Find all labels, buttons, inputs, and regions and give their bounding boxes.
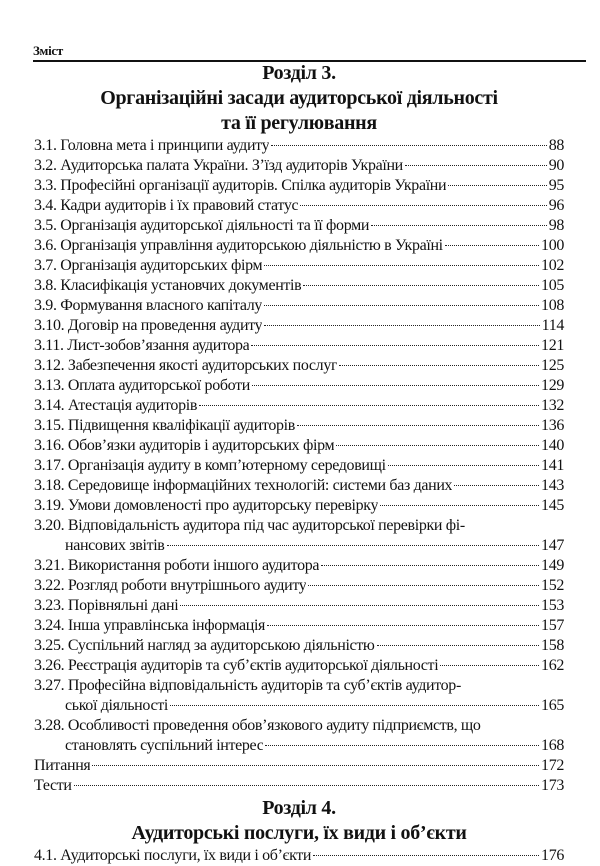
toc-entry[interactable] bbox=[34, 556, 564, 576]
toc-entry-label: 3.12. Забезпечення якості аудиторських послуг bbox=[34, 357, 338, 374]
toc-entry-label: 3.23. Порівняльні дані bbox=[34, 597, 179, 614]
toc-entry-page: 147 bbox=[541, 537, 564, 554]
toc-entry[interactable] bbox=[34, 396, 564, 416]
dot-leader bbox=[321, 565, 539, 566]
toc-entry-page: 136 bbox=[541, 417, 564, 434]
toc-entry-line bbox=[34, 396, 564, 416]
toc-entry-label: 3.14. Атестація аудиторів bbox=[34, 397, 198, 414]
toc-entry-page: 153 bbox=[541, 597, 564, 614]
toc-entry-label: 3.7. Організація аудиторських фірм bbox=[34, 257, 263, 274]
toc-entry[interactable] bbox=[34, 776, 564, 796]
toc-entry-label: 3.5. Організація аудиторської діяльності та її форми bbox=[34, 217, 370, 234]
toc-entry[interactable] bbox=[34, 416, 564, 436]
toc-entry-label: 3.27. Професійна відповідальність аудиторів та суб’єктів аудитор- bbox=[34, 677, 461, 694]
toc-entry-line bbox=[34, 296, 564, 316]
toc-entry-page: 143 bbox=[541, 477, 564, 494]
toc-entry-label: 3.15. Підвищення кваліфікації аудиторів bbox=[34, 417, 295, 434]
toc-entry-page: 173 bbox=[541, 777, 564, 794]
toc-entry-page: 96 bbox=[548, 197, 564, 214]
toc-entry-label: 3.2. Аудиторська палата України. З’їзд аудиторів України bbox=[34, 157, 403, 174]
toc-entry-line bbox=[34, 436, 564, 456]
dot-leader bbox=[264, 305, 539, 306]
toc-entry-continuation bbox=[34, 736, 564, 756]
toc-entry-page: 165 bbox=[541, 697, 564, 714]
toc-entry[interactable] bbox=[34, 596, 564, 616]
toc-entry-line bbox=[34, 576, 564, 596]
dot-leader bbox=[267, 625, 539, 626]
toc-entry-page: 162 bbox=[541, 657, 564, 674]
toc-entry-label: 3.6. Організація управління аудиторською діяльністю в Україні bbox=[34, 237, 443, 254]
toc-entry[interactable] bbox=[34, 336, 564, 356]
section-3-entries bbox=[34, 136, 564, 796]
toc-entry-page: 95 bbox=[548, 177, 564, 194]
toc-entry-page: 129 bbox=[541, 377, 564, 394]
dot-leader bbox=[199, 405, 539, 406]
toc-entry-line bbox=[34, 496, 564, 516]
dot-leader bbox=[313, 855, 539, 856]
table-of-contents bbox=[34, 61, 564, 866]
dot-leader bbox=[297, 425, 539, 426]
dot-leader bbox=[252, 385, 539, 386]
section-4-title: Аудиторські послуги, їх види і об’єкти bbox=[131, 822, 467, 844]
toc-entry-line bbox=[34, 556, 564, 576]
toc-entry-line bbox=[34, 376, 564, 396]
toc-entry[interactable] bbox=[34, 436, 564, 456]
toc-entry-line bbox=[34, 136, 564, 156]
running-header-text: Зміст bbox=[33, 43, 63, 58]
toc-entry[interactable] bbox=[34, 156, 564, 176]
toc-entry[interactable] bbox=[34, 196, 564, 216]
dot-leader bbox=[180, 605, 539, 606]
toc-entry-label: 3.25. Суспільний нагляд за аудиторською діяльністю bbox=[34, 637, 375, 654]
toc-entry[interactable] bbox=[34, 656, 564, 676]
toc-entry-label: 3.22. Розгляд роботи внутрішнього аудиту bbox=[34, 577, 307, 594]
toc-entry-label: Тести bbox=[34, 777, 72, 794]
dot-leader bbox=[377, 645, 540, 646]
toc-entry-label: 3.10. Договір на проведення аудиту bbox=[34, 317, 263, 334]
dot-leader bbox=[371, 225, 547, 226]
toc-entry-line bbox=[34, 776, 564, 796]
toc-entry[interactable] bbox=[34, 846, 564, 866]
toc-entry-label: 3.4. Кадри аудиторів і їх правовий статус bbox=[34, 197, 299, 214]
dot-leader bbox=[454, 485, 539, 486]
toc-entry-line bbox=[34, 456, 564, 476]
toc-entry[interactable] bbox=[34, 136, 564, 156]
toc-entry-line bbox=[34, 416, 564, 436]
dot-leader bbox=[264, 325, 539, 326]
dot-leader bbox=[336, 445, 539, 446]
toc-entry[interactable] bbox=[34, 676, 564, 716]
toc-entry-label-continuation: становлять суспільний інтерес bbox=[65, 737, 264, 754]
dot-leader bbox=[405, 165, 547, 166]
toc-entry-page: 102 bbox=[541, 257, 564, 274]
toc-entry-label: Питання bbox=[34, 757, 91, 774]
dot-leader bbox=[167, 545, 540, 546]
dot-leader bbox=[74, 785, 539, 786]
toc-entry[interactable] bbox=[34, 456, 564, 476]
toc-entry-page: 168 bbox=[541, 737, 564, 754]
toc-entry-page: 157 bbox=[541, 617, 564, 634]
toc-entry-line bbox=[34, 756, 564, 776]
section-3-title-line-1: Організаційні засади аудиторської діяльності bbox=[100, 87, 498, 109]
toc-entry[interactable] bbox=[34, 516, 564, 556]
toc-entry-page: 145 bbox=[541, 497, 564, 514]
dot-leader bbox=[308, 585, 539, 586]
toc-entry-line bbox=[34, 216, 564, 236]
toc-entry-line bbox=[34, 616, 564, 636]
dot-leader bbox=[300, 205, 546, 206]
toc-entry-page: 172 bbox=[541, 757, 564, 774]
toc-entry[interactable] bbox=[34, 636, 564, 656]
toc-entry-line bbox=[34, 156, 564, 176]
toc-entry-label: 3.9. Формування власного капіталу bbox=[34, 297, 263, 314]
dot-leader bbox=[170, 705, 539, 706]
running-header bbox=[33, 38, 586, 62]
toc-entry-page: 152 bbox=[541, 577, 564, 594]
toc-entry-line bbox=[34, 316, 564, 336]
toc-entry-page: 100 bbox=[541, 237, 564, 254]
toc-entry[interactable] bbox=[34, 756, 564, 776]
toc-entry-line bbox=[34, 176, 564, 196]
section-3-heading: Розділ 3. bbox=[262, 62, 336, 84]
toc-entry-line bbox=[34, 196, 564, 216]
section-3-title-line-2: та її регулювання bbox=[221, 112, 377, 134]
dot-leader bbox=[388, 465, 539, 466]
toc-entry-page: 158 bbox=[541, 637, 564, 654]
toc-entry-label: 3.19. Умови домовленості про аудиторську перевірку bbox=[34, 497, 379, 514]
toc-entry-page: 114 bbox=[541, 317, 564, 334]
dot-leader bbox=[265, 745, 539, 746]
toc-entry-line bbox=[34, 846, 564, 866]
toc-entry[interactable] bbox=[34, 496, 564, 516]
toc-entry-label: 3.8. Класифікація установчих документів bbox=[34, 277, 302, 294]
toc-entry-page: 98 bbox=[548, 217, 564, 234]
toc-entry[interactable] bbox=[34, 576, 564, 596]
toc-entry[interactable] bbox=[34, 296, 564, 316]
section-4-entries bbox=[34, 846, 564, 866]
dot-leader bbox=[92, 765, 539, 766]
toc-entry[interactable] bbox=[34, 476, 564, 496]
toc-entry-label: 3.11. Лист-зобов’язання аудитора bbox=[34, 337, 250, 354]
toc-entry-label: 3.3. Професійні організації аудиторів. Спілка аудиторів України bbox=[34, 177, 447, 194]
toc-entry[interactable] bbox=[34, 716, 564, 756]
toc-entry-label: 3.20. Відповідальність аудитора під час аудиторської перевірки фі- bbox=[34, 517, 465, 534]
toc-entry[interactable] bbox=[34, 276, 564, 296]
toc-entry-line bbox=[34, 476, 564, 496]
toc-entry-line bbox=[34, 596, 564, 616]
toc-entry-label: 3.24. Інша управлінська інформація bbox=[34, 617, 266, 634]
toc-entry-line bbox=[34, 636, 564, 656]
toc-entry[interactable] bbox=[34, 216, 564, 236]
toc-entry[interactable] bbox=[34, 176, 564, 196]
toc-entry[interactable] bbox=[34, 316, 564, 336]
toc-entry-label: 3.18. Середовище інформаційних технологій: системи баз даних bbox=[34, 477, 453, 494]
toc-entry-page: 121 bbox=[541, 337, 564, 354]
toc-entry-label: 4.1. Аудиторські послуги, їх види і об’єкти bbox=[34, 847, 312, 864]
toc-entry-line bbox=[34, 276, 564, 296]
toc-entry-label: 3.13. Оплата аудиторської роботи bbox=[34, 377, 250, 394]
dot-leader bbox=[264, 265, 539, 266]
toc-entry-page: 125 bbox=[541, 357, 564, 374]
toc-entry-label: 3.21. Використання роботи іншого аудитора bbox=[34, 557, 320, 574]
dot-leader bbox=[440, 665, 539, 666]
toc-entry[interactable] bbox=[34, 616, 564, 636]
dot-leader bbox=[271, 145, 546, 146]
toc-entry-page: 105 bbox=[541, 277, 564, 294]
toc-entry[interactable] bbox=[34, 356, 564, 376]
toc-entry-page: 140 bbox=[541, 437, 564, 454]
toc-entry-continuation bbox=[34, 536, 564, 556]
toc-entry-page: 149 bbox=[541, 557, 564, 574]
section-4-heading: Розділ 4. bbox=[262, 797, 336, 819]
toc-entry-label: 3.28. Особливості проведення обов’язкового аудиту підприємств, що bbox=[34, 717, 481, 734]
toc-entry-label: 3.26. Реєстрація аудиторів та суб’єктів аудиторської діяльності bbox=[34, 657, 439, 674]
toc-entry-line bbox=[34, 336, 564, 356]
toc-entry-page: 141 bbox=[541, 457, 564, 474]
dot-leader bbox=[448, 185, 546, 186]
toc-entry-label-continuation: ської діяльності bbox=[65, 697, 168, 714]
toc-entry-label: 3.16. Обов’язки аудиторів і аудиторських фірм bbox=[34, 437, 335, 454]
dot-leader bbox=[251, 345, 539, 346]
toc-entry[interactable] bbox=[34, 256, 564, 276]
dot-leader bbox=[380, 505, 539, 506]
toc-entry[interactable] bbox=[34, 236, 564, 256]
toc-entry-page: 88 bbox=[548, 137, 564, 154]
toc-entry-page: 108 bbox=[541, 297, 564, 314]
toc-entry-page: 176 bbox=[541, 847, 564, 864]
dot-leader bbox=[303, 285, 539, 286]
toc-entry-line bbox=[34, 656, 564, 676]
dot-leader bbox=[445, 245, 539, 246]
toc-entry-page: 132 bbox=[541, 397, 564, 414]
toc-entry-label: 3.17. Організація аудиту в комп’ютерному середовищі bbox=[34, 457, 386, 474]
dot-leader bbox=[339, 365, 539, 366]
toc-entry-label-continuation: нансових звітів bbox=[65, 537, 165, 554]
toc-entry-page: 90 bbox=[548, 157, 564, 174]
toc-entry-label: 3.1. Головна мета і принципи аудиту bbox=[34, 137, 270, 154]
toc-entry-continuation bbox=[34, 696, 564, 716]
toc-entry-line bbox=[34, 256, 564, 276]
toc-entry[interactable] bbox=[34, 376, 564, 396]
toc-entry-line bbox=[34, 356, 564, 376]
toc-entry-line bbox=[34, 236, 564, 256]
